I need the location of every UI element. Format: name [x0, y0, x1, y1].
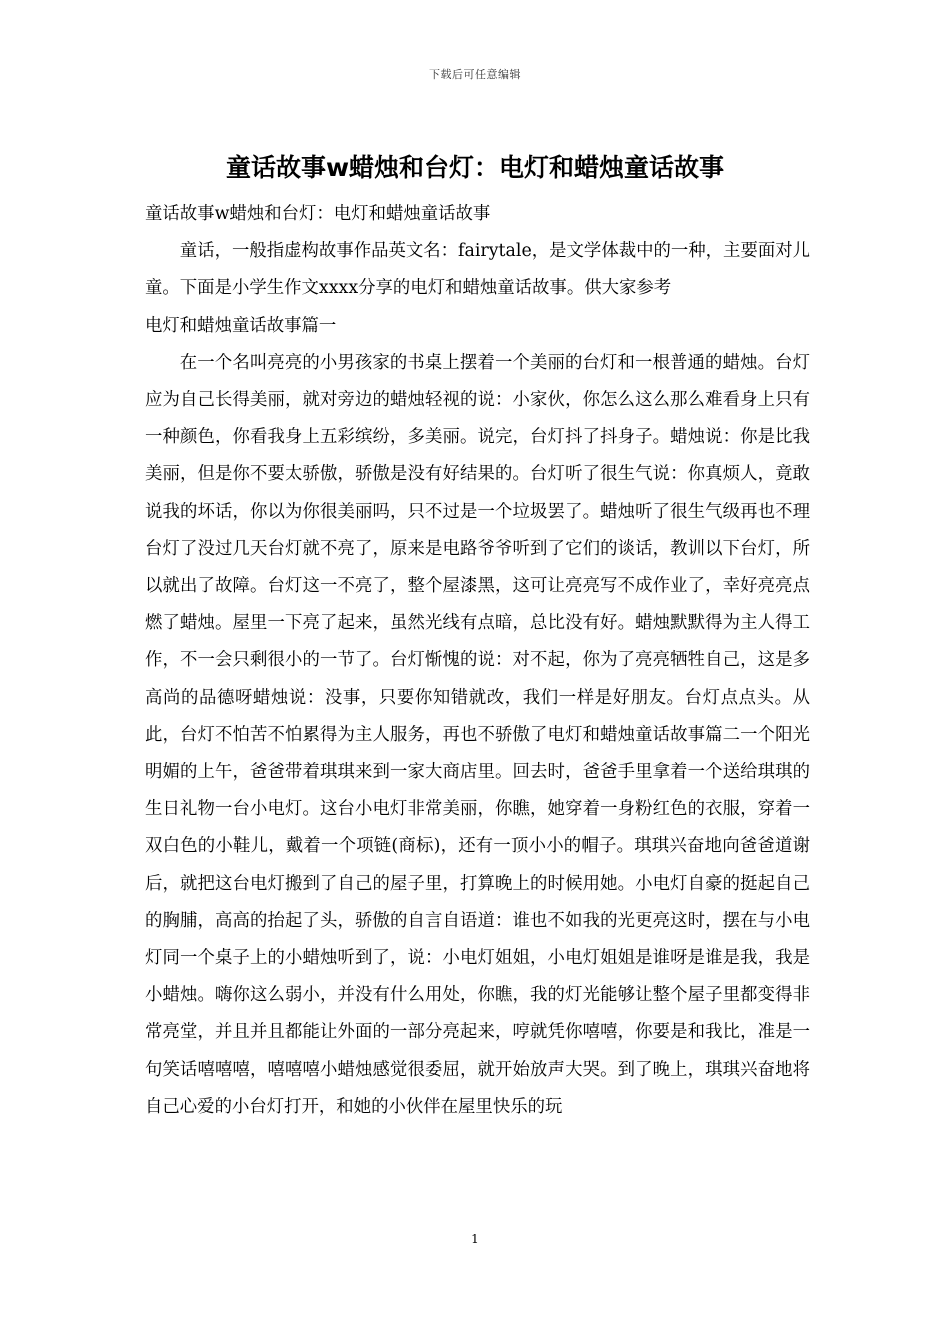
document-body [145, 196, 810, 1126]
story-paragraph: 在一个名叫亮亮的小男孩家的书桌上摆着一个美丽的台灯和一根普通的蜡烛。台灯应为自己长得美丽，就对旁边的蜡烛轻视的说：小家伙，你怎么这么那么难看身上只有一种颜色，你看我身上五彩缤纷，多美丽。说完，台灯抖了抖身子。蜡烛说：你是比我美丽，但是你不要太骄傲，骄傲是没有好结果的。台灯听了很生气说：你真烦人，竟敢说我的坏话，你以为你很美丽吗，只不过是一个垃圾罢了。蜡烛听了很生气级再也不理台灯了没过几天台灯就不亮了，原来是电路爷爷听到了它们的谈话，教训以下台灯，所以就出了故障。台灯这一不亮了，整个屋漆黑，这可让亮亮写不成作业了，幸好亮亮点燃了蜡烛。屋里一下亮了起来，虽然光线有点暗，总比没有好。蜡烛默默得为主人得工作，不一会只剩很小的一节了。台灯惭愧的说：对不起，你为了亮亮牺牲自己，这是多高尚的品德呀蜡烛说：没事，只要你知错就改，我们一样是好朋友。台灯点点头。从此，台灯不怕苦不怕累得为主人服务，再也不骄傲了电灯和蜡烛童话故事篇二一个阳光明媚的上午，爸爸带着琪琪来到一家大商店里。回去时，爸爸手里拿着一个送给琪琪的生日礼物一台小电灯。这台小电灯非常美丽，你瞧，她穿着一身粉红色的衣服，穿着一双白色的小鞋儿，戴着一个项链(商标)，还有一顶小小的帽子。琪琪兴奋地向爸爸道谢后，就把这台电灯搬到了自己的屋子里，打算晚上的时候用她。小电灯自豪的挺起自己的胸脯，高高的抬起了头，骄傲的自言自语道：谁也不如我的光更亮这时，摆在与小电灯同一个桌子上的小蜡烛听到了，说：小电灯姐姐，小电灯姐姐是谁呀是谁是我，我是小蜡烛。嗨你这么弱小，并没有什么用处，你瞧，我的灯光能够让整个屋子里都变得非常亮堂，并且并且都能让外面的一部分亮起来，哼就凭你嘻嘻，你要是和我比，准是一句笑话嘻嘻嘻，嘻嘻嘻小蜡烛感觉很委屈，就开始放声大哭。到了晚上，琪琪兴奋地将自己心爱的小台灯打开，和她的小伙伴在屋里快乐的玩 [145, 352, 810, 1117]
subtitle-line: 童话故事w蜡烛和台灯：电灯和蜡烛童话故事 [145, 204, 491, 224]
page-number: 1 [471, 1232, 479, 1246]
section-heading: 电灯和蜡烛童话故事篇一 [145, 315, 337, 336]
intro-paragraph: 童话，一般指虚构故事作品英文名：fairytale，是文学体裁中的一种，主要面对儿童。下面是小学生作文xxxx分享的电灯和蜡烛童话故事。供大家参考 [145, 241, 811, 299]
header-note: 下载后可任意编辑 [429, 68, 521, 81]
document-title: 童话故事w蜡烛和台灯：电灯和蜡烛童话故事 [225, 153, 725, 182]
